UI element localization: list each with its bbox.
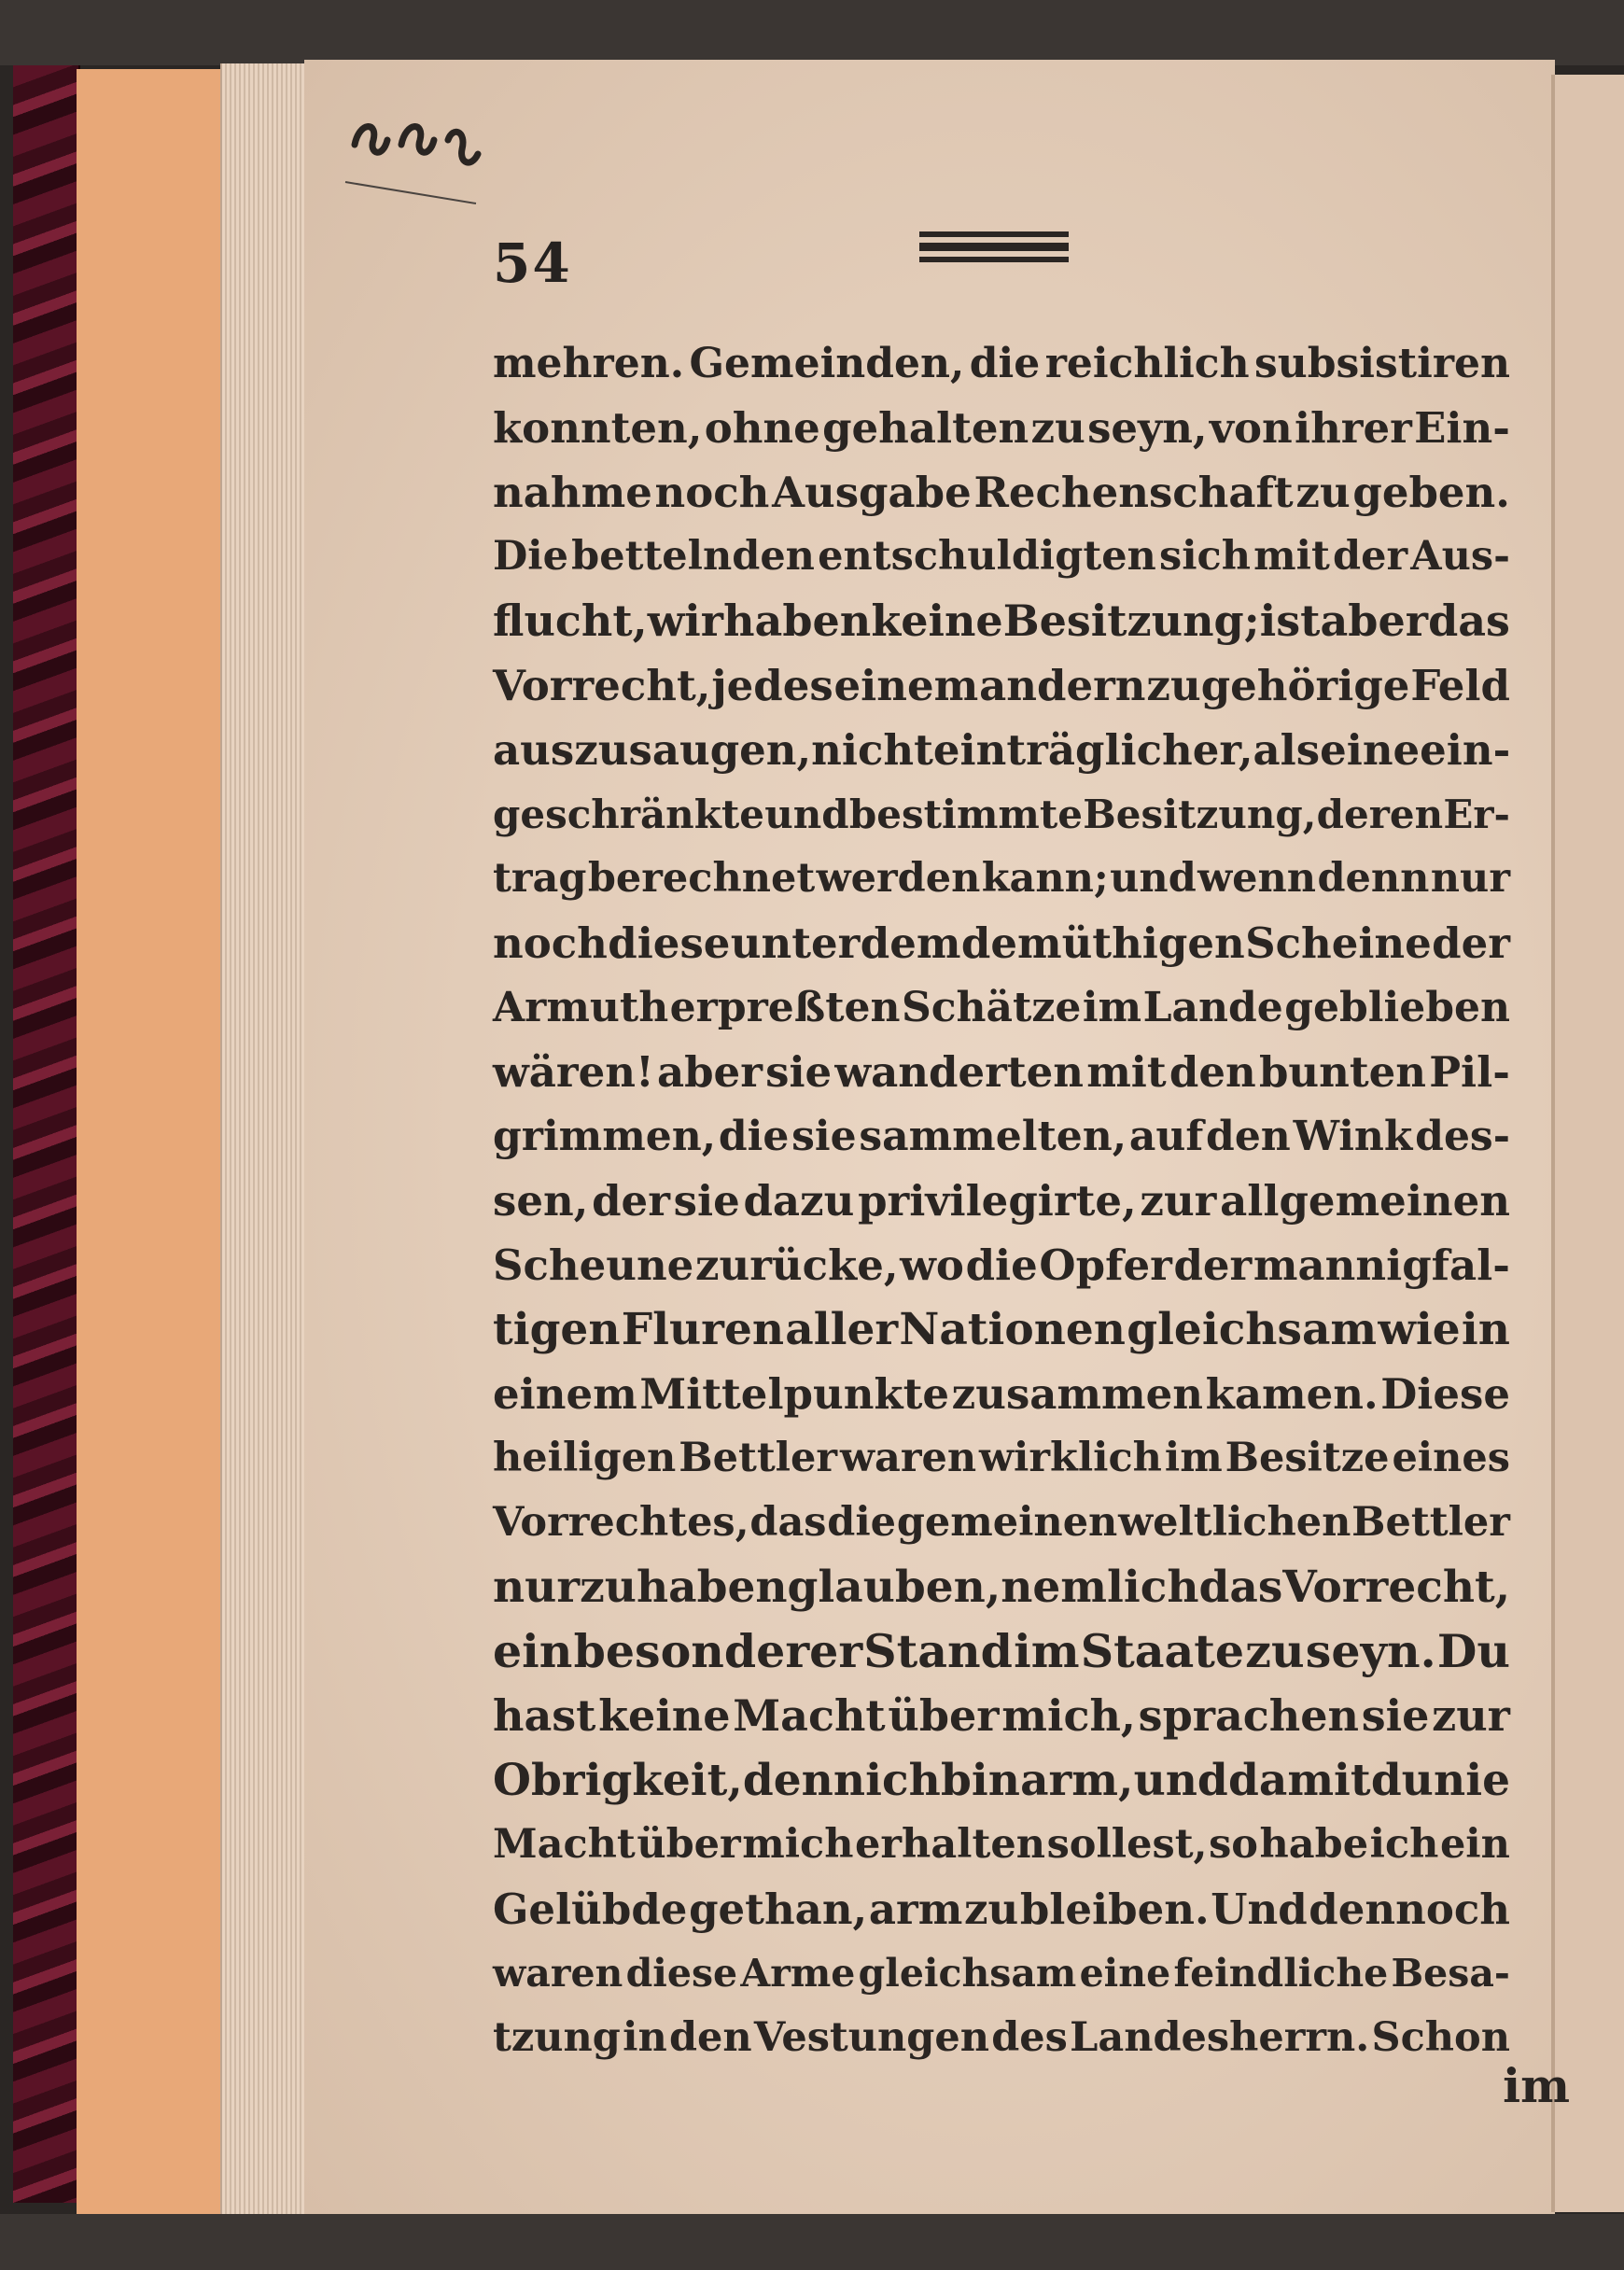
shelfmark-annotation <box>336 103 504 205</box>
text-line: Scheune zurücke, wo die Opfer der mannigfal- <box>493 1240 1510 1290</box>
text-line: noch diese unter dem demüthigen Scheine der <box>493 918 1510 968</box>
text-line: tigen Fluren aller Nationen gleichsam wie in <box>493 1304 1510 1355</box>
text-line: mehren. Gemeinden, die reichlich subsistiren <box>493 340 1510 387</box>
text-line: trag berechnet werden kann; und wenn denn nur <box>493 855 1510 902</box>
body-text <box>493 331 1510 2105</box>
book-spine <box>13 65 80 2203</box>
text-line: einem Mittelpunkte zusammen kamen. Diese <box>493 1369 1510 1419</box>
text-line: ein besonderer Stand im Staate zu seyn. Du <box>493 1624 1510 1678</box>
text-line: auszusaugen, nicht einträglicher, als eine ein- <box>493 725 1511 775</box>
text-line: flucht, wir haben keine Besitzung; ist aber das <box>493 596 1510 646</box>
text-line: tzung in den Vestungen des Landesherrn. Schon <box>493 2014 1510 2061</box>
text-line: konnten, ohne gehalten zu seyn, von ihrer Ein- <box>493 403 1510 453</box>
header-ornament-rule <box>919 231 1069 265</box>
text-line: Vorrecht, jedes einem andern zugehörige Feld <box>493 661 1510 710</box>
text-line: Gelübde gethan, arm zu bleiben. Und dennoch <box>493 1885 1510 1934</box>
background-top <box>0 0 1624 65</box>
text-line: Obrigkeit, denn ich bin arm, und damit du nie <box>493 1755 1510 1806</box>
text-line: nahme noch Ausgabe Rechenschaft zu geben. <box>493 468 1510 517</box>
text-line: wären! aber sie wanderten mit den bunten Pil- <box>493 1047 1510 1097</box>
text-line: Die bettelnden entschuldigten sich mit der Aus- <box>493 533 1510 580</box>
text-line: Armuth erpreßten Schätze im Lande geblieben <box>493 984 1510 1031</box>
text-line: hast keine Macht über mich, sprachen sie zur <box>493 1690 1510 1741</box>
catchword: im <box>1503 2058 1570 2113</box>
text-line: geschränkte und bestimmte Besitzung, deren Er- <box>493 792 1510 837</box>
text-line: Macht über mich erhalten sollest, so habe ich ein <box>493 1821 1510 1868</box>
text-line: heiligen Bettler waren wirklich im Besitze eines <box>493 1435 1510 1481</box>
facing-page-edge <box>1551 75 1624 2212</box>
background-bottom <box>0 2214 1624 2270</box>
text-line: grimmen, die sie sammelten, auf den Wink des- <box>493 1113 1510 1160</box>
book-cover-board <box>77 69 238 2216</box>
text-line: waren diese Arme gleichsam eine feindliche Besa- <box>493 1951 1510 1996</box>
page-number: 54 <box>493 231 572 295</box>
text-line: sen, der sie dazu privilegirte, zur allgemeinen <box>493 1176 1510 1226</box>
text-line: nur zu haben glauben, nemlich das Vorrecht, <box>493 1562 1511 1613</box>
page-edges <box>220 63 315 2220</box>
text-line: Vorrechtes, das die gemeinen weltlichen Bettler <box>493 1499 1510 1546</box>
